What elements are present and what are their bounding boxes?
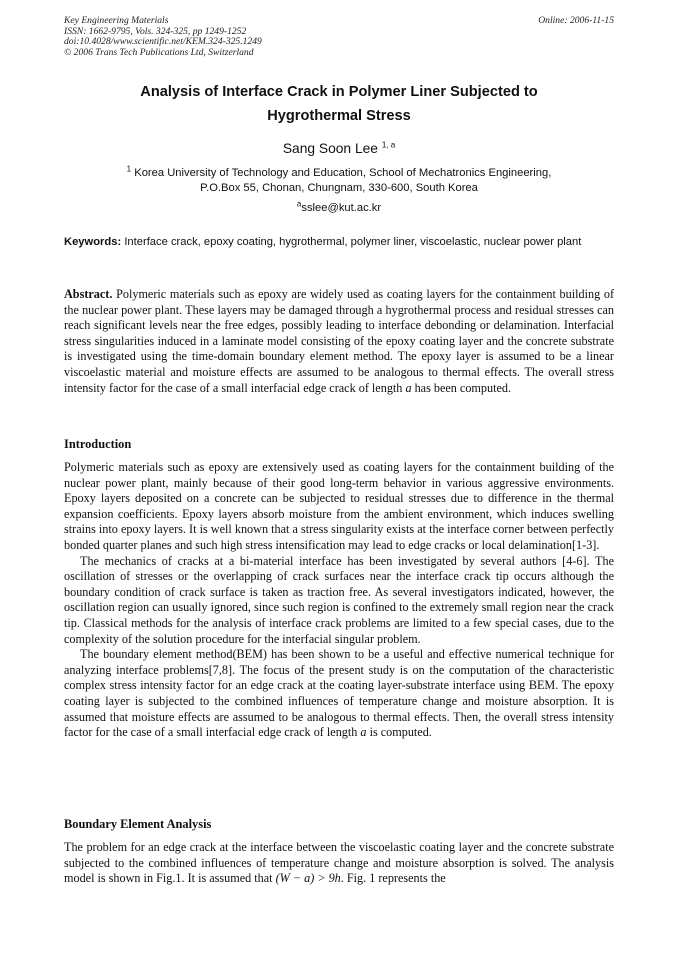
copyright-line: © 2006 Trans Tech Publications Ltd, Switzerland (64, 46, 254, 58)
affiliation-line-1: $^1$ Korea University of Technology and Education, School of Mechatronics Engineering, (126, 164, 552, 179)
intro-paragraph-1: Polymeric materials such as epoxy are extensively used as coating layers for the containment building of the nuclear power plant, mainly because of their good long-term behavior in various aggressive environments. Epoxy layers deposited on a concrete can be subjected to residual stresses due to difference in the thermal expansion coefficients. Epoxy layers absorb moisture from the ambient environment, which induces swelling strains into epoxy layers. It is well known that a stress singularity exists at the interface corner between perfectly bonded quarter planes and such high stress intensification may lead to edge cracks or local delamination[1-3]. (64, 460, 614, 552)
intro-variable: a (360, 725, 367, 740)
keywords (64, 235, 614, 250)
abstract (64, 287, 614, 396)
email-address: sslee@kut.ac.kr (301, 202, 382, 214)
author-name: Sang Soon Lee (282, 141, 378, 156)
abstract-label: Abstract. (64, 287, 113, 301)
issn-line: ISSN: 1662-9795, Vols. 324-325, pp 1249-1252 (64, 25, 247, 37)
bem-heading: Boundary Element Analysis (64, 817, 212, 831)
title-line-2: Hygrothermal Stress (267, 108, 411, 124)
intro-paragraph-3: The boundary element method(BEM) has been shown to be a useful and effective numerical technique for analyzing interface problems[7,8]. The focus of the present study is on the computation of the characteristic complex stress intensity factor for an edge crack at the coating layer-substrate interface using BEM. The epoxy coating layer is subjected to the combined influences of temperature change and moisture absorption. It is assumed that moisture effects are assumed to be analogous to thermal effects. Then, the overall stress intensity factor for the case of a small interfacial edge crack of length a is computed. (64, 647, 614, 740)
introduction-body (64, 460, 614, 741)
affiliation-line-2: P.O.Box 55, Chonan, Chungnam, 330-600, South Korea (200, 181, 478, 194)
author-email (64, 201, 614, 215)
bem-math: (W − a) > 9h (275, 871, 341, 886)
paper-title (64, 80, 614, 128)
author-line (64, 140, 614, 158)
keywords-label: Keywords: (64, 236, 122, 248)
intro-paragraph-2: The mechanics of cracks at a bi-material interface has been investigated by several authors [4-6]. The oscillation of stresses or the overlapping of crack surfaces near the interface crack tip occurs although the boundary condition of crack surface is taken as traction free. As several investigators indicated, however, the oscillation region can usually ignored, since such region is confined to the extremely small region near the crack tip. Classical methods for the analysis of interface crack problems are limited to a few special cases, due to the complexity of the solution procedure for the interfacial singular problem. (64, 553, 614, 646)
keywords-text: Interface crack, epoxy coating, hygrothermal, polymer liner, viscoelastic, nuclear power plant (124, 236, 582, 248)
abstract-text: Polymeric materials such as epoxy are widely used as coating layers for the containment building of the nuclear power plant. These layers may be damaged through a hygrothermal process and residual stresses can reach significant levels near the free edges, possibly leading to interface debonding or delamination. Interfacial stress singularities induced in a laminate model consisting of the epoxy coating layer and the concrete substrate is investigated using the time-domain boundary element method. The epoxy layer is assumed to be a linear viscoelastic material and moisture effects are assumed to be analogous to thermal effects. The overall stress intensity factor for the case of a small interfacial edge crack of length (64, 287, 615, 395)
title-line-1: Analysis of Interface Crack in Polymer Liner Subjected to (140, 84, 538, 100)
abstract-tail: has been computed. (411, 380, 512, 395)
affiliation-superscript: 1 (126, 164, 132, 174)
email-superscript: a (296, 199, 302, 209)
bem-body (64, 840, 614, 887)
introduction-heading: Introduction (64, 437, 132, 451)
online-date: Online: 2006-11-15 (538, 15, 614, 26)
abstract-variable: a (405, 380, 412, 395)
affiliation (64, 166, 614, 195)
journal-name: Key Engineering Materials (64, 15, 169, 26)
doi-line: doi:10.4028/www.scientific.net/KEM.324-325.1249 (64, 36, 262, 48)
bem-paragraph-1: The problem for an edge crack at the interface between the viscoelastic coating layer and the concrete substrate subjected to the combined influences of temperature change and moisture absorption is solved. The analysis model is shown in Fig.1. It is assumed that (W − a) > 9h. Fig. 1 represents the (64, 840, 614, 886)
author-superscript: 1, a (381, 140, 396, 150)
journal-header (64, 16, 262, 58)
